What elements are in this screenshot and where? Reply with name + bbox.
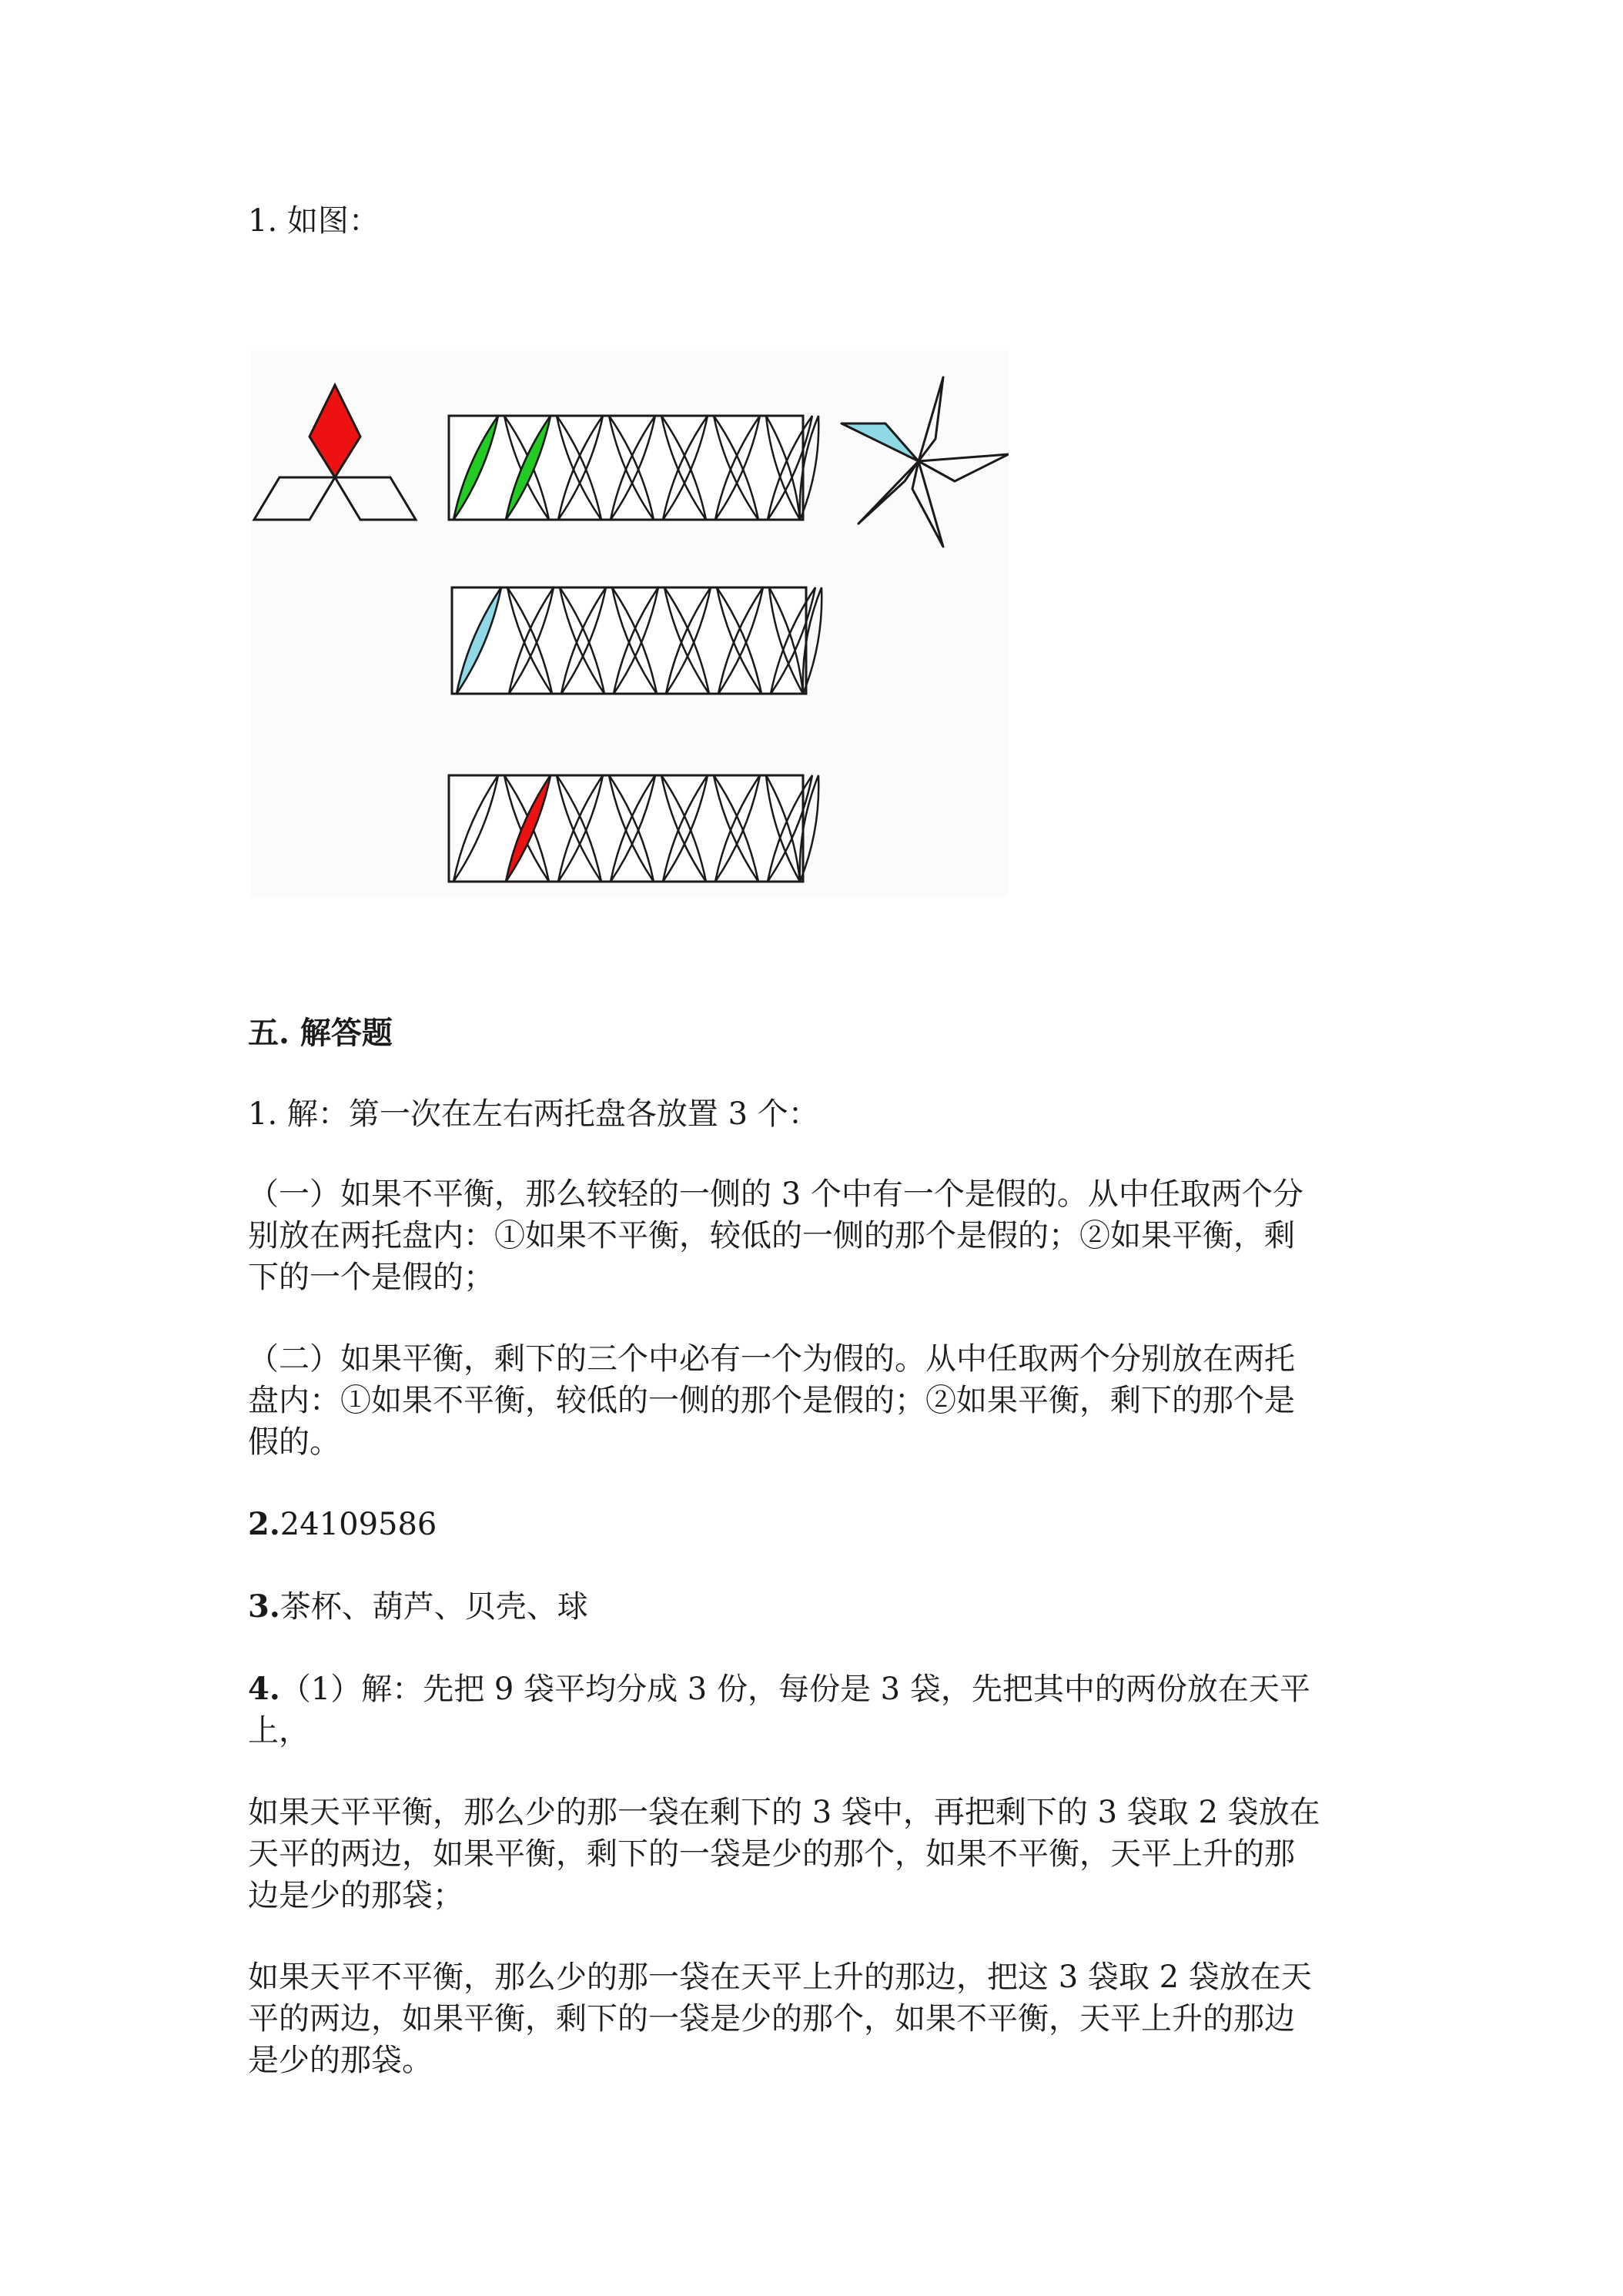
answer-3-text: 茶杯、葫芦、贝壳、球 [279, 1589, 588, 1625]
answer-1-case2-line1: （二）如果平衡，剩下的三个中必有一个为假的。从中任取两个分别放在两托 [248, 1341, 1295, 1377]
answer-1-case1-line2: 别放在两托盘内：①如果不平衡，较低的一侧的那个是假的；②如果平衡，剩 [248, 1218, 1295, 1253]
leaf-strip-3 [449, 775, 818, 882]
answer-4-balanced-line3: 边是少的那袋； [248, 1878, 463, 1913]
answer-1-case1-line1: （一）如果不平衡，那么较轻的一侧的 3 个中有一个是假的。从中任取两个分 [248, 1176, 1303, 1212]
answer-1-intro: 1. 解：第一次在左右两托盘各放置 3 个： [248, 1096, 819, 1132]
answer-4-number: 4. [248, 1671, 280, 1707]
answer-2-number: 2. [248, 1506, 280, 1542]
leaf-strip-2 [452, 587, 822, 694]
section-5-title: 五. 解答题 [248, 1015, 393, 1051]
answer-4-unbalanced-line3: 是少的那袋。 [248, 2043, 433, 2078]
leaf-strip-1 [449, 416, 818, 520]
pattern-figure [250, 350, 1009, 897]
answer-2-text: 24109586 [279, 1507, 437, 1542]
answer-4-intro-line2: 上， [248, 1713, 310, 1749]
answer-1-case2-line3: 假的。 [248, 1424, 340, 1460]
answer-4-unbalanced-line1: 如果天平不平衡，那么少的那一袋在天平上升的那边，把这 3 袋取 2 袋放在天 [248, 1960, 1312, 1995]
answer-3 [248, 1586, 588, 1628]
answer-4-balanced-line2: 天平的两边，如果平衡，剩下的一袋是少的那个，如果不平衡，天平上升的那 [248, 1836, 1295, 1872]
answer-4-intro-text: （1）解：先把 9 袋平均分成 3 份，每份是 3 袋，先把其中的两份放在天平 [279, 1672, 1310, 1707]
question-1-heading: 1. 如图： [248, 203, 380, 239]
answer-2 [248, 1504, 437, 1545]
answer-1-case1-line3: 下的一个是假的； [248, 1260, 494, 1295]
answer-4-intro-line1 [248, 1668, 1310, 1710]
answer-1-case2-line2: 盘内：①如果不平衡，较低的一侧的那个是假的；②如果平衡，剩下的那个是 [248, 1383, 1295, 1418]
answer-4-unbalanced-line2: 平的两边，如果平衡，剩下的一袋是少的那个，如果不平衡，天平上升的那边 [248, 2001, 1295, 2037]
answer-4-balanced-line1: 如果天平平衡，那么少的那一袋在剩下的 3 袋中，再把剩下的 3 袋取 2 袋放在 [248, 1795, 1320, 1830]
answer-3-number: 3. [248, 1588, 280, 1625]
